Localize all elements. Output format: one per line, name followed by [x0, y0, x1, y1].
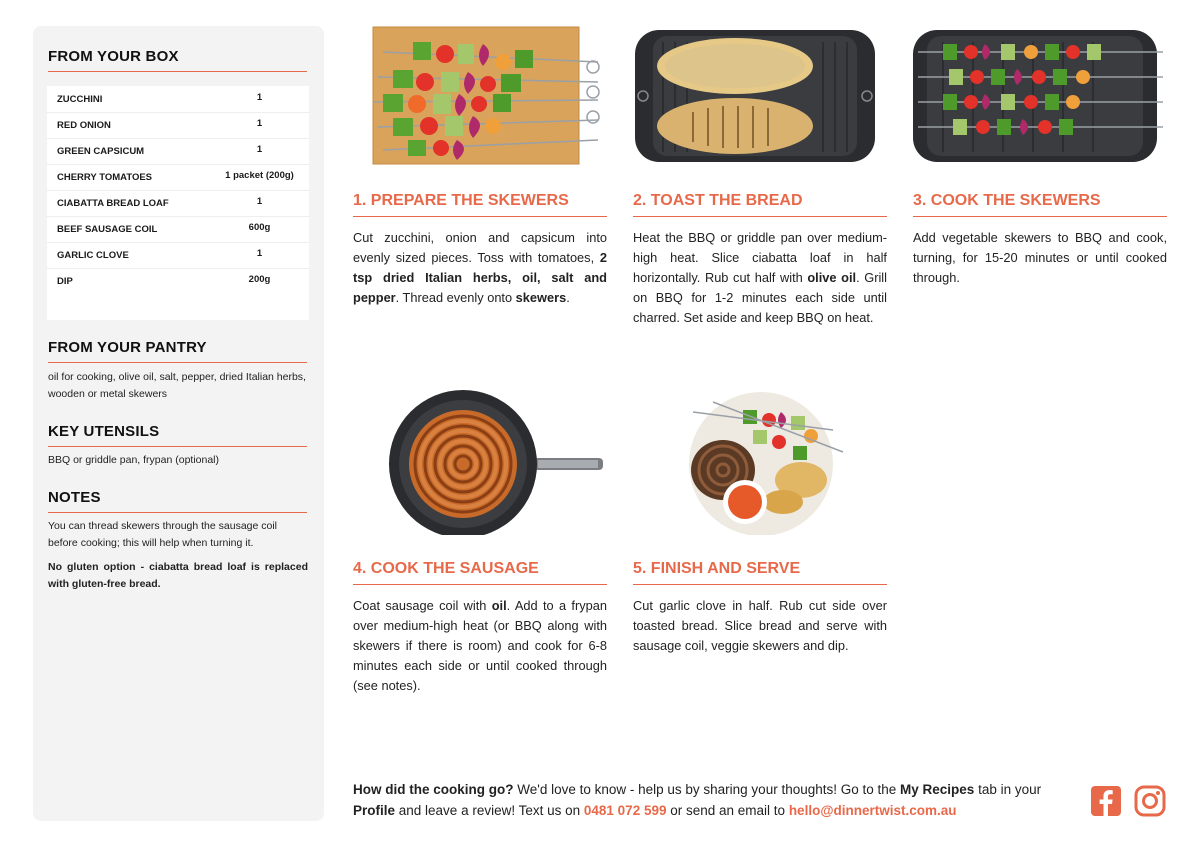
- ingredient-qty: 200g: [248, 274, 271, 285]
- ingredient-qty: 1: [256, 92, 263, 103]
- gluten-note: No gluten option - ciabatta bread loaf is replaced with gluten-free bread.: [48, 561, 308, 590]
- step-3-title: 3. COOK THE SKEWERS: [913, 192, 1167, 217]
- emphasis-text: skewers: [515, 290, 567, 305]
- ingredient-qty: 600g: [248, 222, 271, 233]
- table-row: [47, 242, 309, 269]
- step-3-body: [913, 228, 1167, 288]
- ingredient-name: DIP: [57, 276, 73, 287]
- ingredients-table: [47, 86, 309, 320]
- ingredient-qty: 1: [256, 144, 263, 155]
- body-text: and leave a review! Text us on: [395, 803, 584, 818]
- body-text: Heat the BBQ or griddle pan over medium-high heat. Slice ciabatta loaf in half horizontally. Rub cut half with: [633, 230, 887, 285]
- table-row: [47, 164, 309, 191]
- body-text: We'd love to know - help us by sharing your thoughts! Go to the: [513, 782, 901, 797]
- step-1-body: [353, 228, 607, 308]
- step-4-image: [353, 390, 608, 535]
- step-5-image: [633, 390, 888, 535]
- ingredient-qty: 1 packet (200g): [225, 170, 294, 181]
- emphasis-text: oil: [491, 598, 507, 613]
- emphasis-text: Profile: [353, 803, 396, 818]
- body-text: Cut garlic clove in half. Rub cut side over toasted bread. Slice bread and serve with sausage coil, veggie skewers and dip.: [633, 598, 887, 653]
- ingredient-name: GREEN CAPSICUM: [57, 146, 145, 157]
- body-text: Add vegetable skewers to BBQ and cook, turning, for 15-20 minutes or until cooked through.: [913, 230, 1167, 285]
- pantry-title: FROM YOUR PANTRY: [48, 339, 307, 363]
- ingredient-name: CHERRY TOMATOES: [57, 172, 153, 183]
- utensils-text: BBQ or griddle pan, frypan (optional): [48, 454, 220, 466]
- ingredients-sidebar: [33, 26, 324, 821]
- ingredient-name: ZUCCHINI: [57, 94, 103, 105]
- body-text: Cut zucchini, onion and capsicum into evenly sized pieces. Toss with tomatoes,: [353, 230, 607, 265]
- contact-link[interactable]: hello@dinnertwist.com.au: [788, 803, 957, 818]
- body-text: . Grill on BBQ for 1-2 minutes each side until charred. Set aside and keep BBQ on heat.: [633, 270, 887, 325]
- pantry-text: oil for cooking, olive oil, salt, pepper, dried Italian herbs, wooden or metal skewers: [48, 371, 306, 400]
- utensils-title: KEY UTENSILS: [48, 423, 307, 447]
- emphasis-text: My Recipes: [900, 782, 975, 797]
- step-2-body: [633, 228, 887, 328]
- emphasis-text: olive oil: [807, 270, 857, 285]
- review-prompt: [353, 779, 1073, 821]
- table-row: [47, 138, 309, 165]
- ingredient-name: CIABATTA BREAD LOAF: [57, 198, 169, 209]
- step-3-image: [913, 22, 1168, 167]
- ingredient-name: BEEF SAUSAGE COIL: [57, 224, 158, 235]
- ingredient-name: RED ONION: [57, 120, 111, 131]
- from-box-title: FROM YOUR BOX: [48, 48, 307, 72]
- step-2-title: 2. TOAST THE BREAD: [633, 192, 887, 217]
- body-text: Coat sausage coil with: [353, 598, 492, 613]
- note-text: You can thread skewers through the sausage coil before cooking; this will help when turning it.: [48, 520, 278, 549]
- step-4-title: 4. COOK THE SAUSAGE: [353, 560, 607, 585]
- step-1-title: 1. PREPARE THE SKEWERS: [353, 192, 607, 217]
- notes-title: NOTES: [48, 489, 307, 513]
- step-1-image: [353, 22, 608, 167]
- emphasis-text: 2 tsp dried Italian herbs, oil, salt and pepper: [353, 250, 607, 305]
- step-5-body: [633, 596, 887, 656]
- table-row: [47, 190, 309, 217]
- facebook-icon[interactable]: [1090, 785, 1122, 817]
- ingredient-qty: 1: [256, 248, 263, 259]
- ingredient-name: GARLIC CLOVE: [57, 250, 129, 261]
- ingredient-qty: 1: [256, 118, 263, 129]
- body-text: . Add to a frypan over medium-high heat (or BBQ along with skewers if there is room) and cook for 6-8 minutes each side or until cooked through (see notes).: [353, 598, 608, 693]
- body-text: or send an email to: [666, 803, 789, 818]
- table-row: [47, 216, 309, 243]
- body-text: tab in your: [974, 782, 1042, 797]
- emphasis-text: How did the cooking go?: [353, 782, 514, 797]
- step-2-image: [633, 22, 888, 167]
- table-row: [47, 86, 309, 113]
- instagram-icon[interactable]: [1134, 785, 1166, 817]
- table-row: [47, 112, 309, 139]
- ingredient-qty: 1: [256, 196, 263, 207]
- table-row: [47, 268, 309, 294]
- step-5-title: 5. FINISH AND SERVE: [633, 560, 887, 585]
- contact-link[interactable]: 0481 072 599: [583, 803, 667, 818]
- body-text: .: [566, 290, 570, 305]
- step-4-body: [353, 596, 607, 696]
- body-text: . Thread evenly onto: [395, 290, 516, 305]
